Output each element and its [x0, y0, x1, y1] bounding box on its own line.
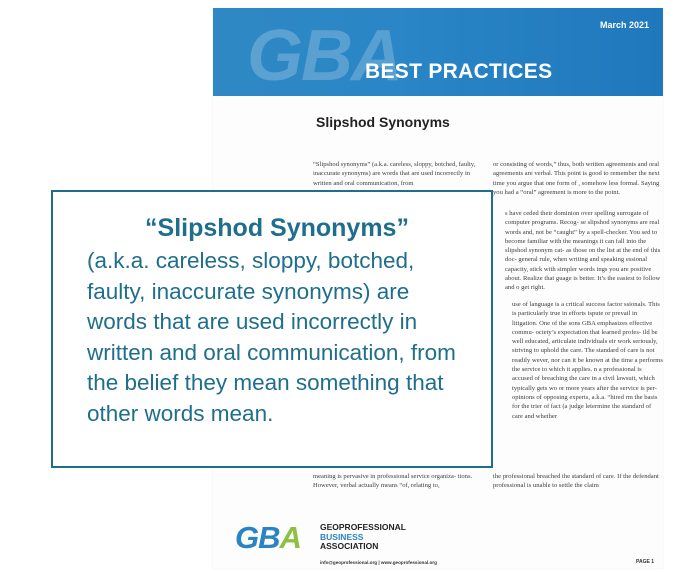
article-title: Slipshod Synonyms	[316, 114, 450, 130]
organization-name	[320, 523, 406, 552]
callout-body: (a.k.a. careless, sloppy, botched, faulty, inaccurate synonyms) are words that are used incorrectly in written and oral communication, from the belief they mean something that other words mean.	[87, 248, 456, 426]
pull-quote-callout	[51, 190, 493, 468]
org-name-line-1: GEOPROFESSIONAL	[320, 522, 406, 532]
article-text-right-bottom: the professional breached the standard of care. If the defendant professional is unable to settle the claim	[493, 473, 659, 490]
gba-logo-icon	[235, 522, 301, 553]
article-text-right-top: or consisting of words,” thus, both written agreements and oral agreements are verbal. This point is good to remember the next time you argue that one form of , somehow less formal. Saying you had a “oral” agreement is more to the point.	[493, 161, 660, 196]
callout-title: “Slipshod Synonyms”	[145, 214, 409, 242]
article-text-right-lower: use of language is a critical success factor ssionals. This is particularly true in efforts ispute or prevail in litigation. One of the sons GBA emphasizes effective commu- ociety’s expectation that learned profes- ild be well educated, articulate individuals eir work seriously, striving to uphold the care. The standard of care is not readily wever, nor can it be known at the time a performs the service to which it applies. n a professional is accused of breaching the care in a civil lawsuit, which typically gets wo or more years after the service is per- opinions of opposing experts, a.k.a. “hired rm the basis for the trier of fact (a judge letermine the standard of care and whether	[512, 301, 663, 420]
logo-letter-a: A	[279, 520, 301, 555]
gba-watermark-logo: GBA	[247, 16, 401, 96]
header-title: BEST PRACTICES	[365, 60, 553, 83]
newsletter-header	[213, 8, 663, 96]
logo-letter-g: G	[235, 520, 259, 555]
page-number: PAGE 1	[636, 559, 654, 565]
org-name-line-2: BUSINESS	[320, 531, 364, 542]
article-text-left-bottom: meaning is pervasive in professional service organiza- tions. However, verbal actually means “of, relating to,	[313, 473, 473, 490]
article-text-right-mid: s have ceded their dominion over spelling surrogate of computer programs. Recog- se slipshod synonyms are real words and, not be “caught” by a spell-checker. You sed to become familiar with the meanings it can fall into the slipshod synonym cat- as those on the list at the end of this doc- general rule, when writing and speaking essional capacity, stick with simpler words ings you are positive about. Realize that guage is better. It’s the easiest to follow and o get right.	[505, 210, 661, 292]
logo-letter-b: B	[258, 520, 280, 555]
contact-info: info@geoprofessional.org | www.geoprofessional.org	[320, 560, 437, 565]
article-text-left-top: “Slipshod synonyms” (a.k.a. careless, sloppy, botched, faulty, inaccurate synonyms) are words that are used incorrectly in written and oral communication, from	[313, 161, 476, 187]
issue-date: March 2021	[599, 20, 649, 30]
org-name-line-3: ASSOCIATION	[320, 541, 379, 551]
